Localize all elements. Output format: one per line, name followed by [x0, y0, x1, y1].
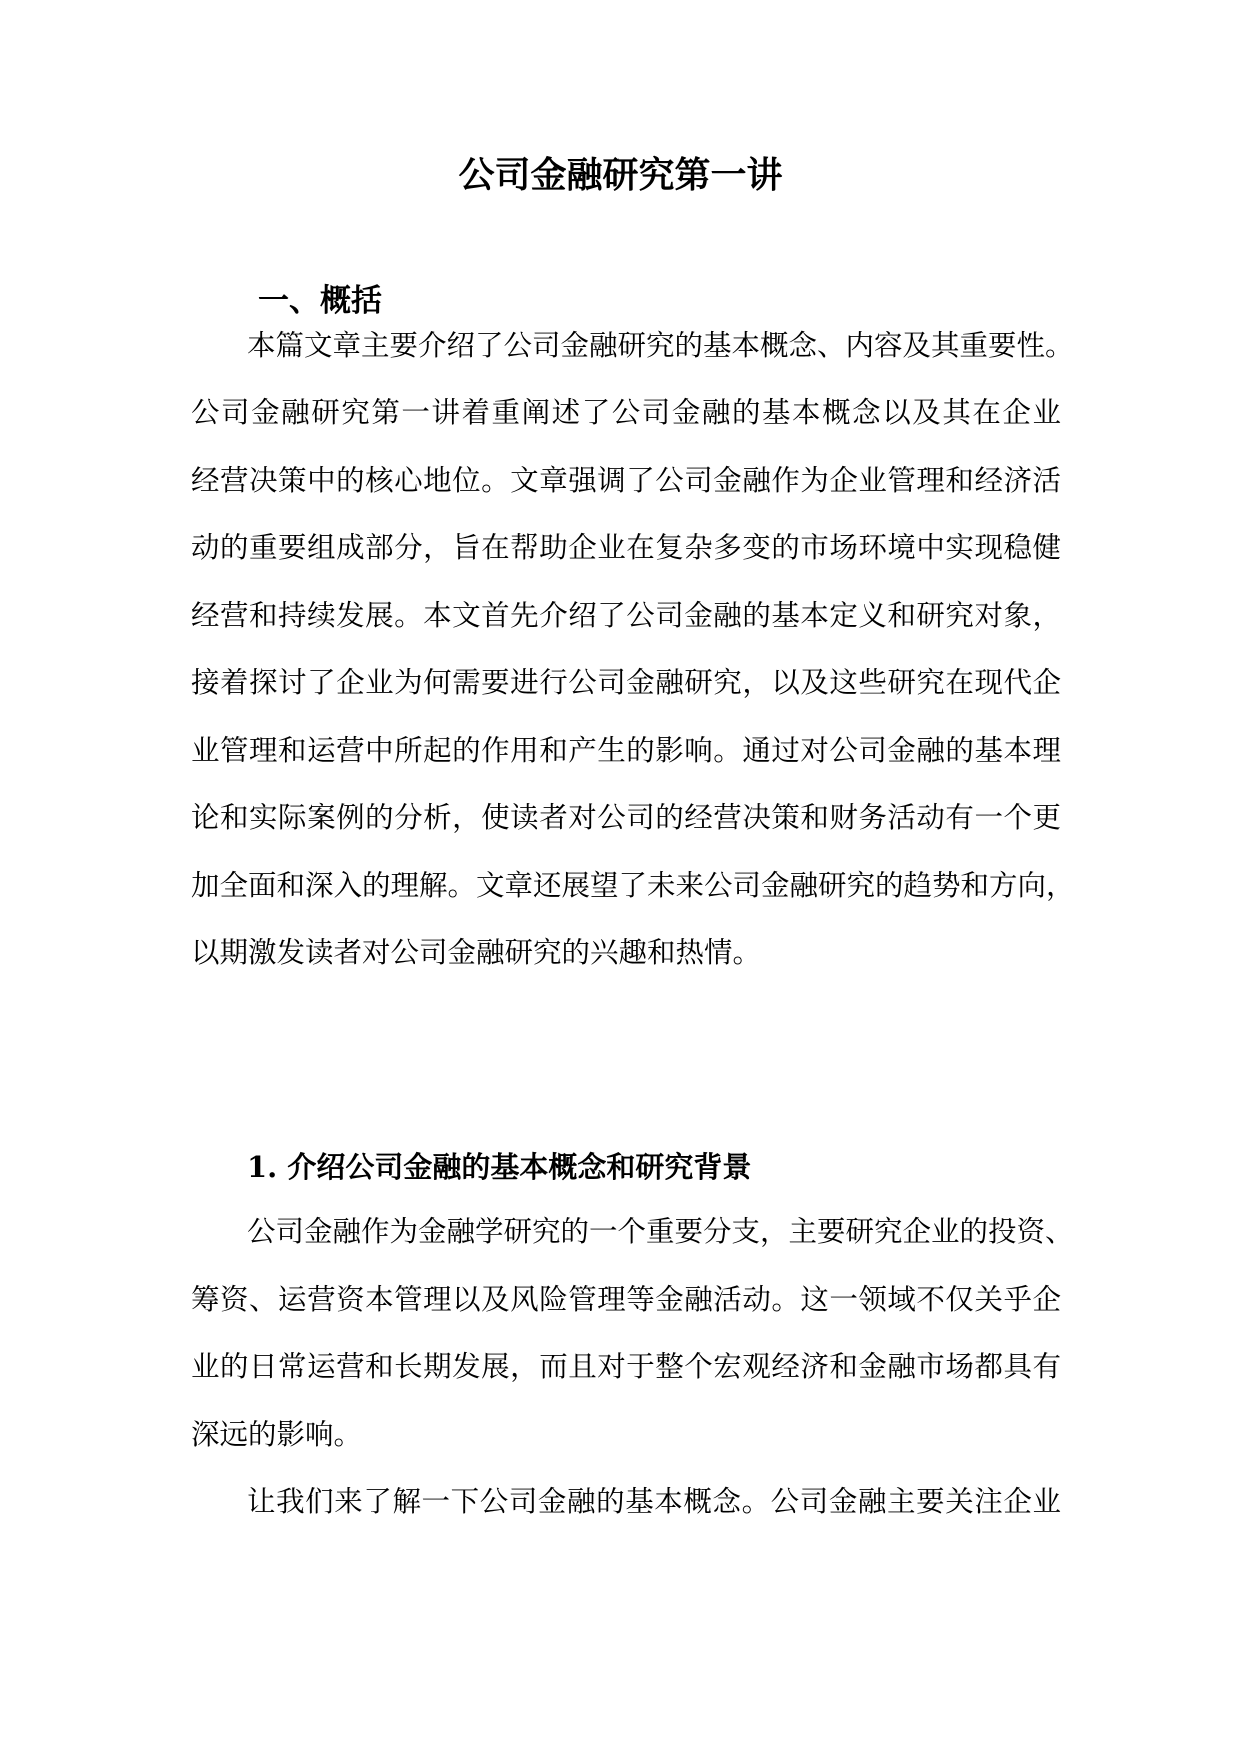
document-title: 公司金融研究第一讲: [458, 154, 783, 196]
paragraph-line: 业管理和运营中所起的作用和产生的影响。通过对公司金融的基本理: [191, 734, 1061, 767]
paragraph-line: 动的重要组成部分，旨在帮助企业在复杂多变的市场环境中实现稳健: [191, 531, 1061, 564]
paragraph-line: 公司金融作为金融学研究的一个重要分支，主要研究企业的投资、: [247, 1215, 1074, 1248]
paragraph-line: 本篇文章主要介绍了公司金融研究的基本概念、内容及其重要性。: [247, 329, 1074, 362]
paragraph-line: 公司金融研究第一讲着重阐述了公司金融的基本概念以及其在企业: [191, 396, 1061, 429]
section-heading-overview: 一、概括: [258, 283, 382, 319]
paragraph-line: 让我们来了解一下公司金融的基本概念。公司金融主要关注企业: [247, 1485, 1061, 1518]
paragraph-line: 筹资、运营资本管理以及风险管理等金融活动。这一领域不仅关乎企: [191, 1283, 1061, 1316]
paragraph-line: 加全面和深入的理解。文章还展望了未来公司金融研究的趋势和方向，: [191, 869, 1075, 902]
paragraph-line: 以期激发读者对公司金融研究的兴趣和热情。: [191, 936, 762, 969]
section-heading-basic-concepts: 1. 介绍公司金融的基本概念和研究背景: [247, 1150, 752, 1184]
paragraph-line: 经营和持续发展。本文首先介绍了公司金融的基本定义和研究对象，: [191, 599, 1061, 632]
paragraph-line: 业的日常运营和长期发展，而且对于整个宏观经济和金融市场都具有: [191, 1350, 1061, 1383]
paragraph-line: 接着探讨了企业为何需要进行公司金融研究，以及这些研究在现代企: [191, 666, 1061, 699]
paragraph-line: 论和实际案例的分析，使读者对公司的经营决策和财务活动有一个更: [191, 801, 1061, 834]
paragraph-line: 经营决策中的核心地位。文章强调了公司金融作为企业管理和经济活: [191, 464, 1061, 497]
paragraph-line: 深远的影响。: [191, 1418, 363, 1451]
